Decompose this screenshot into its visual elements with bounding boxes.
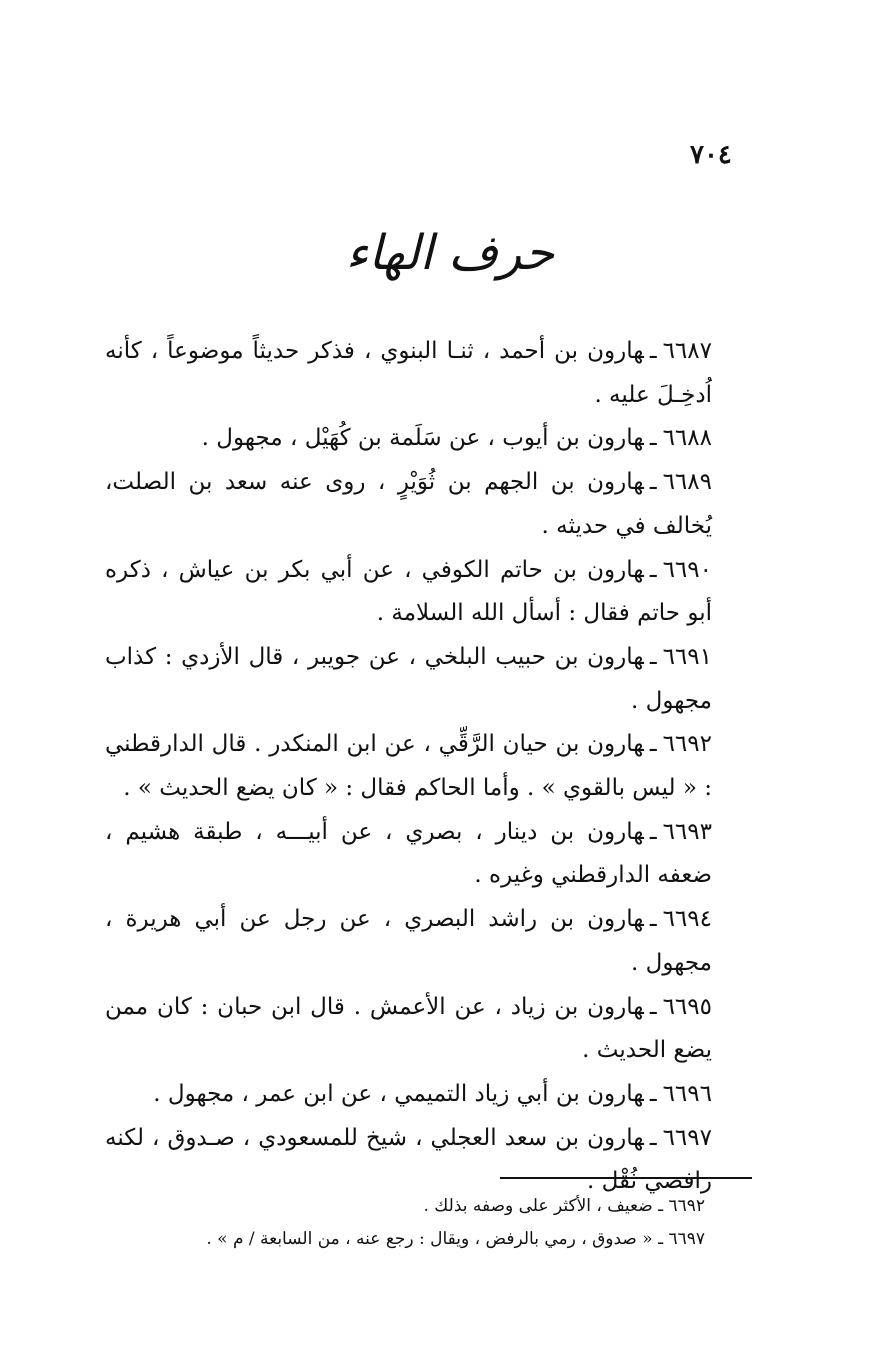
entry-number: ٦٦٩١	[662, 643, 712, 670]
entry-text: هارون بن حبيب البلخي ، عن جويبر ، قال الأزدي : كذاب مجهول .	[105, 643, 712, 714]
entry-6690	[105, 549, 750, 636]
footnote-text: « صدوق ، رمي بالرفض ، ويقال : رجع عنه ، من السابعة / م » .	[206, 1229, 653, 1249]
entry-6691	[105, 636, 750, 723]
entry-6696	[105, 1073, 750, 1117]
footnote-divider	[500, 1177, 752, 1179]
footnote-text: ضعيف ، الأكثر على وصفه بذلك .	[423, 1196, 653, 1216]
entry-dash: ـ	[649, 1080, 657, 1107]
entry-number: ٦٦٩٦	[662, 1080, 712, 1107]
entry-6689	[105, 461, 750, 548]
entry-number: ٦٦٩٣	[662, 818, 712, 845]
entry-number: ٦٦٩٧	[662, 1124, 712, 1151]
entry-text: هارون بن حاتم الكوفي ، عن أبي بكر بن عياش ، ذكره أبو حاتم فقال : أسأل الله السلامة .	[105, 556, 712, 627]
entry-dash: ـ	[649, 643, 657, 670]
entry-dash: ـ	[649, 556, 657, 583]
entry-dash: ـ	[649, 993, 657, 1020]
entry-text: هارون بن الجهم بن ثُوَيْرٍ ، روى عنه سعد بن الصلت، يُخالف في حديثه .	[105, 469, 712, 539]
entry-number: ٦٦٩٥	[662, 993, 712, 1020]
entry-number: ٦٦٨٧	[662, 338, 712, 364]
entry-dash: ـ	[649, 818, 657, 845]
footnote-number: ٦٦٩٢	[668, 1196, 705, 1216]
entry-text: هارون بن دينار ، بصري ، عن أبيـــه ، طبقة هشيم ، ضعفه الدارقطني وغيره .	[105, 818, 712, 889]
entry-number: ٦٦٩٠	[662, 556, 712, 583]
entry-6693	[105, 811, 750, 898]
entry-6687	[105, 330, 750, 417]
entry-text: هارون بن أيوب ، عن سَلَمة بن كُهَيْل ، مجهول .	[201, 425, 644, 452]
entry-6695	[105, 986, 750, 1073]
entry-text: هارون بن حيان الرَّقِّي ، عن ابن المنكدر . قال الدارقطني : « ليس بالقوي » . وأما الحاكم فقال : « كان يضع الحديث » .	[105, 731, 712, 802]
entry-number: ٦٦٨٩	[662, 469, 712, 496]
section-heading: حرف الهاء	[345, 225, 555, 281]
footnote-6692	[105, 1190, 705, 1223]
entry-text: هارون بن راشد البصري ، عن رجل عن أبي هريرة ، مجهول .	[105, 906, 712, 976]
footnote-number: ٦٦٩٧	[668, 1229, 705, 1249]
footnote-6697	[105, 1223, 705, 1256]
footnote-dash: ـ	[658, 1229, 664, 1249]
entry-6694	[105, 898, 750, 985]
entry-dash: ـ	[649, 469, 657, 496]
footnotes	[105, 1190, 705, 1256]
entry-dash: ـ	[649, 906, 657, 933]
entry-dash: ـ	[649, 1124, 657, 1151]
entry-number: ٦٦٨٨	[662, 425, 712, 452]
entry-dash: ـ	[649, 338, 657, 364]
page-number: ٧٠٤	[690, 140, 732, 170]
entry-text: هارون بن سعد العجلي ، شيخ للمسعودي ، صـدوق ، لكنه رافضي ثُقْل .	[105, 1124, 712, 1195]
entry-dash: ـ	[649, 731, 657, 758]
entry-text: هارون بن أبي زياد التميمي ، عن ابن عمر ، مجهول .	[153, 1080, 644, 1107]
entry-dash: ـ	[649, 425, 657, 452]
entry-6692	[105, 723, 750, 810]
entry-number: ٦٦٩٢	[662, 731, 712, 758]
entry-text: هارون بن زياد ، عن الأعمش . قال ابن حبان : كان ممن يضع الحديث .	[105, 993, 712, 1064]
entry-text: هارون بن أحمد ، ثنـا البنوي ، فذكر حديثاً موضوعاً ، كأنه اُدخِـلَ عليه .	[105, 338, 712, 408]
footnote-dash: ـ	[658, 1196, 664, 1216]
entry-6688	[105, 417, 750, 461]
entry-number: ٦٦٩٤	[662, 906, 712, 933]
entries-list	[105, 330, 750, 1204]
